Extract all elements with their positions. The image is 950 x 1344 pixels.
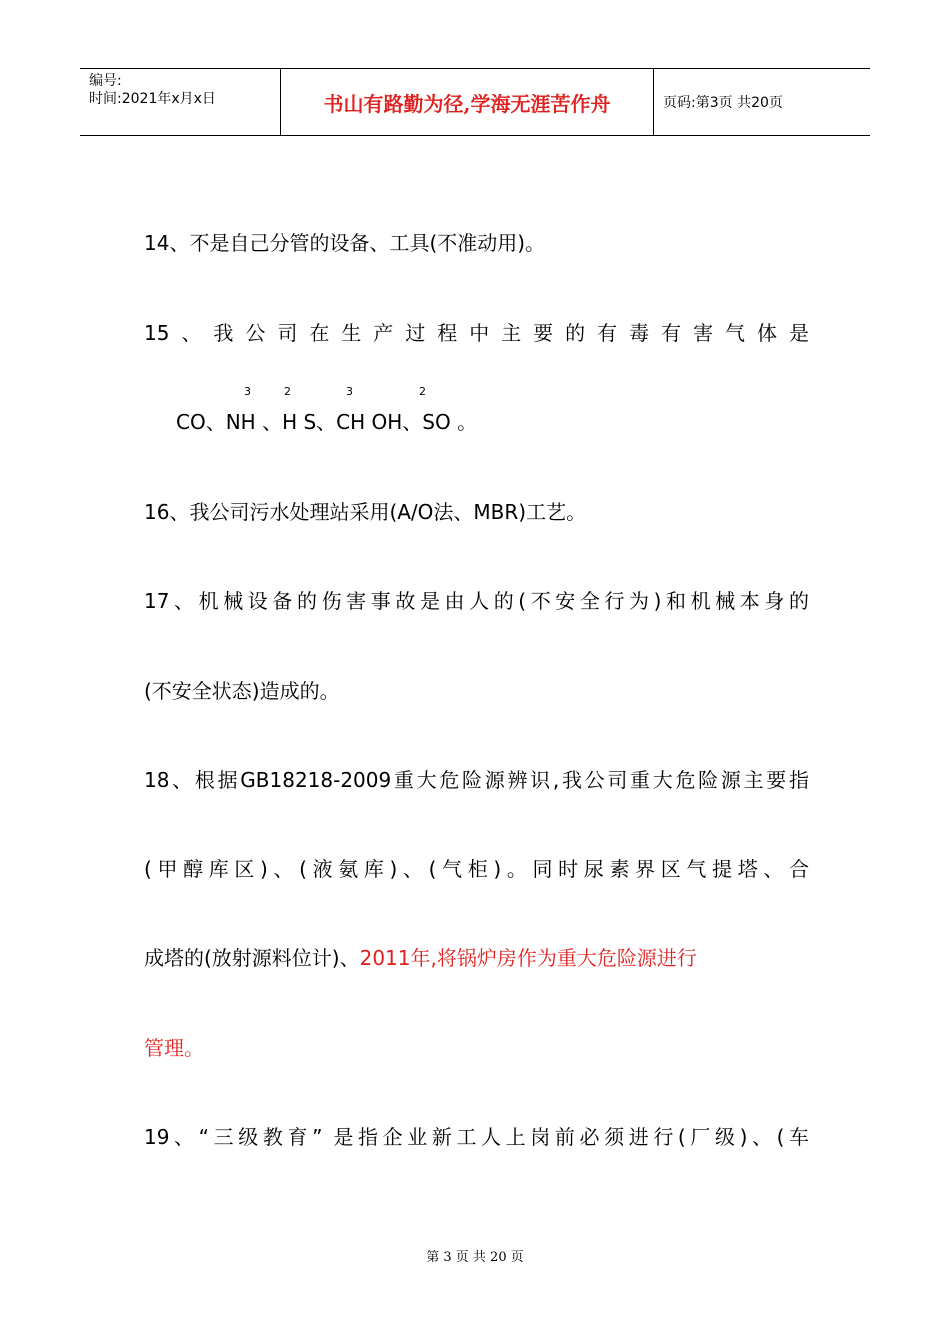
paragraph-18-line-4: 管理。 xyxy=(144,1036,204,1060)
subscript-nh3: 3 xyxy=(244,385,251,398)
header-motto: 书山有路勤为径,学海无涯苦作舟 xyxy=(281,69,654,135)
paragraph-17-line-1: 17、机械设备的伤害事故是由人的(不安全行为)和机械本身的 xyxy=(144,589,809,613)
page-header xyxy=(80,68,870,136)
paragraph-15-line-2: CO、NH 、H S、CH OH、SO 。 xyxy=(176,410,478,434)
paragraph-16: 16、我公司污水处理站采用(A/O法、MBR)工艺。 xyxy=(144,500,587,524)
paragraph-14: 14、不是自己分管的设备、工具(不准动用)。 xyxy=(144,231,546,255)
paragraph-19: 19、“三级教育” 是指企业新工人上岗前必须进行(厂级)、(车 xyxy=(144,1125,809,1149)
paragraph-18-line-1: 18、根据GB18218-2009重大危险源辨识,我公司重大危险源主要指 xyxy=(144,768,809,792)
page-footer: 第 3 页 共 20 页 xyxy=(426,1250,524,1265)
subscript-h2s: 2 xyxy=(284,385,291,398)
paragraph-15-line-1: 15、我公司在生产过程中主要的有毒有害气体是 xyxy=(144,321,809,345)
header-page-info: 页码:第3页 共20页 xyxy=(663,95,783,111)
paragraph-18-line-3-red: 2011年,将锅炉房作为重大危险源进行 xyxy=(359,946,697,970)
subscript-ch3oh: 3 xyxy=(346,385,353,398)
header-number-label: 编号: xyxy=(89,73,122,89)
paragraph-18-line-2: (甲醇库区)、(液氨库)、(气柜)。同时尿素界区气提塔、合 xyxy=(144,857,809,881)
subscript-so2: 2 xyxy=(419,385,426,398)
paragraph-18-line-3 xyxy=(144,945,809,971)
paragraph-18-line-3-black: 成塔的(放射源料位计)、 xyxy=(144,946,360,970)
header-meta xyxy=(80,69,281,135)
header-time-label: 时间:2021年x月x日 xyxy=(89,91,216,107)
paragraph-17-line-2: (不安全状态)造成的。 xyxy=(144,679,340,703)
